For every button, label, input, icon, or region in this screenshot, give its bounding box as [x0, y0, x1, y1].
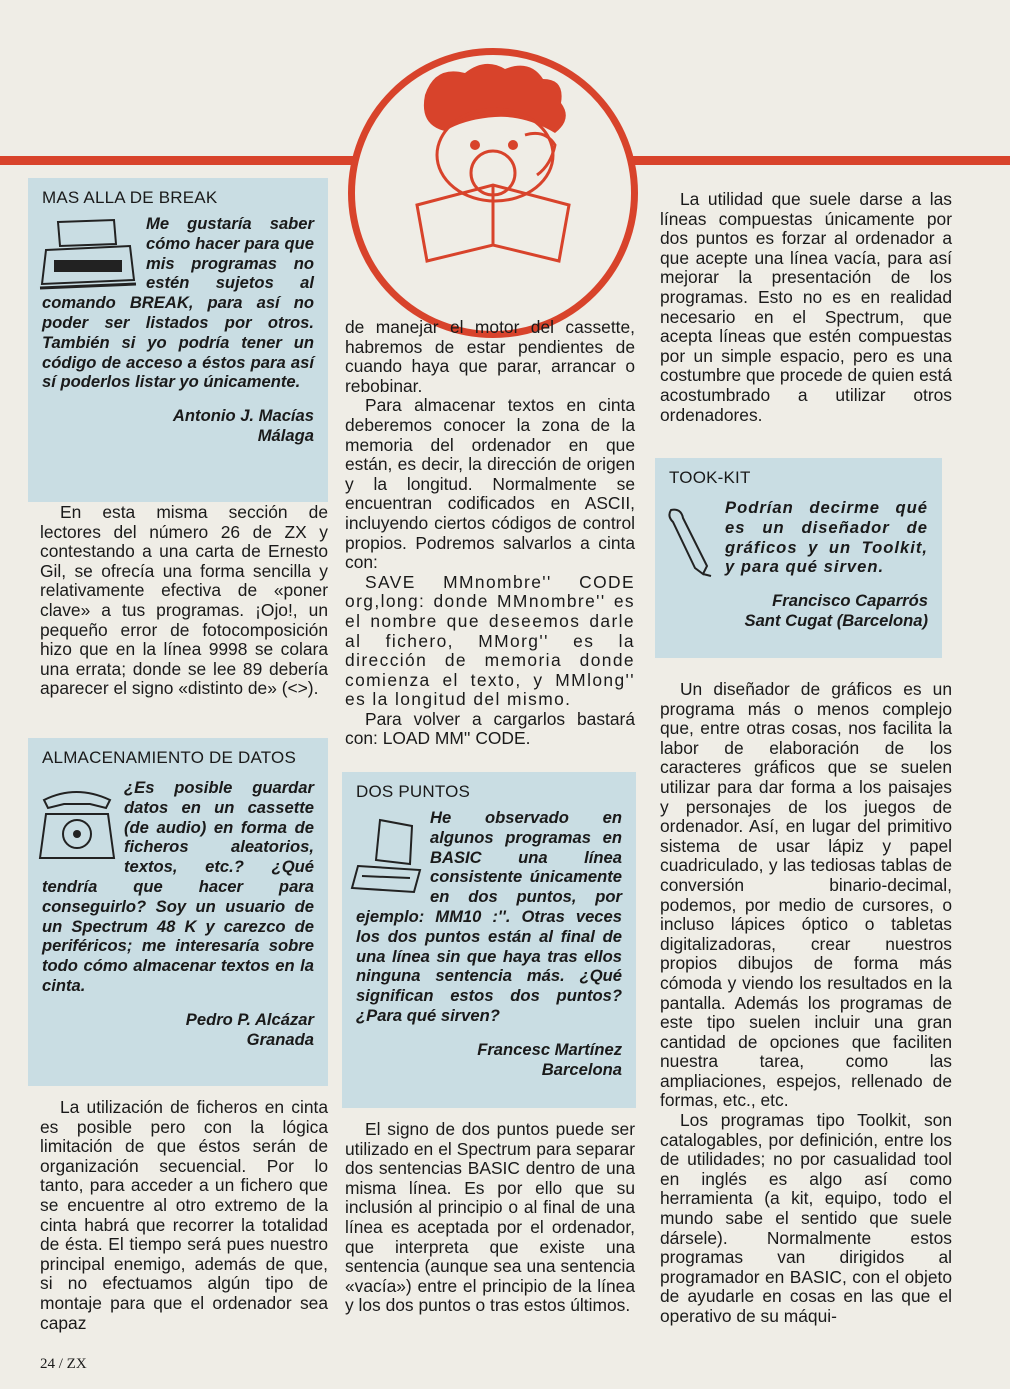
answer-puntos-part2: La utilidad que suele darse a las líneas compuestas únicamente por dos puntos es forzar al ordenador a que acepte una línea vacía, para así mejorar la presentación de los programas. Esto no es en realidad necesario en el Spectrum, que acepta líneas que estén compuestas por un simple espacio, pero es una costumbre que procede de quien está acostumbrado a utilizar otros ordenadores. — [660, 189, 952, 425]
question-text: Me gustaría saber cómo hacer para que mis programas no estén sujetos al comando BREAK, para así no poder ser listados por otros. También si yo podría tener un código de acceso a éstos para así sí poderlos listar yo únicamente. — [42, 214, 314, 392]
answer-datos-part2: de manejar el motor del cassette, habremos de estar pendientes de cuando haya que parar, arrancar o rebobinar. Para almacenar textos en cinta deberemos conocer la zona de la memoria del ordenador en que están, es decir, la dirección de origen y la longitud. Normalmente se encuentran codificados en ASCII, incluyendo ciertos códigos de control propios. Podremos salvarlos a cinta con: SAVE MMnombre'' CODE org,long: donde MMnombre'' es el nombre que deseemos darle al fichero, MMorg'' es la dirección de memoria donde comienza el texto, y MMlong'' es la longitud del mismo. Para volver a cargarlos bastará con: LOAD MM'' CODE. — [345, 317, 635, 749]
box-title: MAS ALLA DE BREAK — [42, 188, 218, 207]
signature: Antonio J. Macías Málaga — [172, 406, 314, 446]
question-text: ¿Es posible guardar datos en un cassette (de audio) en forma de ficheros aleatorios, textos, etc.? ¿Qué tendría que hacer para conseguirlo? Soy un usuario de un Spectrum 48 K y carezco de periféricos; me interesaría sobre todo cómo almacenar textos en la cinta. — [42, 778, 314, 995]
box-title: DOS PUNTOS — [356, 782, 471, 801]
answer-toolkit: Un diseñador de gráficos es un programa más o menos complejo que, entre otras cosas, nos facilita la labor de elaboración de los caracteres gráficos que se suelen utilizar para dar forma a los paisajes y personajes de los juegos de ordenador. Así, en lugar del primitivo sistema de usar lápiz y papel cuadriculado, y las tediosas tablas de conversión binario-decimal, podemos, por medio de cursores, o incluso lápices óptico o tabletas digitalizadoras, crear nuestros propios dibujos de forma más cómoda y viendo los resultados en la pantalla. Además los programas de este tipo suelen incluir una gran cantidad de opciones que faciliten nuestra tarea, como las ampliaciones, espejos, rellenado de formas, etc., etc. Los programas tipo Toolkit, son catalogables, por definición, entre los de utilidades; no por casualidad tool en inglés es algo así como herramienta (a kit, equipo, todo el mundo sabe el sentido que suele dársele). Normalmente estos programas van dirigidos al programador en BASIC, con el objeto de ayudarle en cosas en las que el operativo de su máqui- — [660, 679, 952, 1326]
answer-puntos-part1: El signo de dos puntos puede ser utilizado en el Spectrum para separar dos sentencias BASIC dentro de una misma línea. Es por ello que su inclusión al principio o al final de una línea es aceptada por el ordenador, que interpreta que existe una sentencia (aunque sea una sentencia «vacía») entre el principio de la línea y los dos puntos o tras estos últimos. — [345, 1119, 635, 1316]
answer-break: En esta misma sección de lectores del número 26 de ZX y contestando a una carta de Ernesto Gil, se ofrecía una forma sencilla y relativamente efectiva de «poner clave» a tus programas. ¡Ojo!, un pequeño error de fotocomposición hizo que en la línea 9998 se colara una errata; donde se lee 89 debería aparecer el signo «distinto de» (<>). — [40, 502, 328, 699]
signature: Pedro P. Alcázar Granada — [185, 1009, 314, 1049]
letter-box-datos — [28, 738, 328, 1086]
letter-box-toolkit — [655, 458, 942, 658]
box-title: TOOK-KIT — [669, 468, 751, 487]
question-text: Podrían decirme qué es un diseñador de gráficos y un Toolkit, y para qué sirven. — [725, 498, 928, 577]
question-text: He observado en algunos programas en BASIC una línea consistente únicamente en dos puntos, por ejemplo: MM10 :''. Otras veces los dos puntos están al final de una línea sin que haya tras ellos ninguna sentencia más. ¿Qué significan estos dos puntos? ¿Para qué sirven? — [356, 808, 622, 1025]
letter-box-break — [28, 178, 328, 502]
answer-datos-part1: La utilización de ficheros en cinta es posible pero con la lógica limitación de que éstos serán de organización secuencial. Por lo tanto, para acceder a un fichero que se encuentre al otro extremo de la cinta habrá que recorrer la totalidad de ésta. El tiempo será pues nuestro principal enemigo, además de que, si no efectuamos algún tipo de montaje para que el ordenador sea capaz — [40, 1097, 328, 1333]
pen-icon — [663, 504, 719, 578]
telephone-icon — [36, 784, 118, 864]
signature: Francisco Caparrós Sant Cugat (Barcelona) — [744, 591, 928, 631]
page-number: 24 / ZX — [40, 1356, 87, 1372]
reading-character-icon — [355, 55, 631, 331]
header-illustration — [348, 48, 638, 338]
typewriter-icon — [36, 214, 140, 292]
box-title: ALMACENAMIENTO DE DATOS — [42, 748, 296, 767]
computer-icon — [350, 814, 424, 896]
letter-box-puntos — [342, 772, 636, 1108]
signature: Francesc Martínez Barcelona — [477, 1039, 622, 1079]
